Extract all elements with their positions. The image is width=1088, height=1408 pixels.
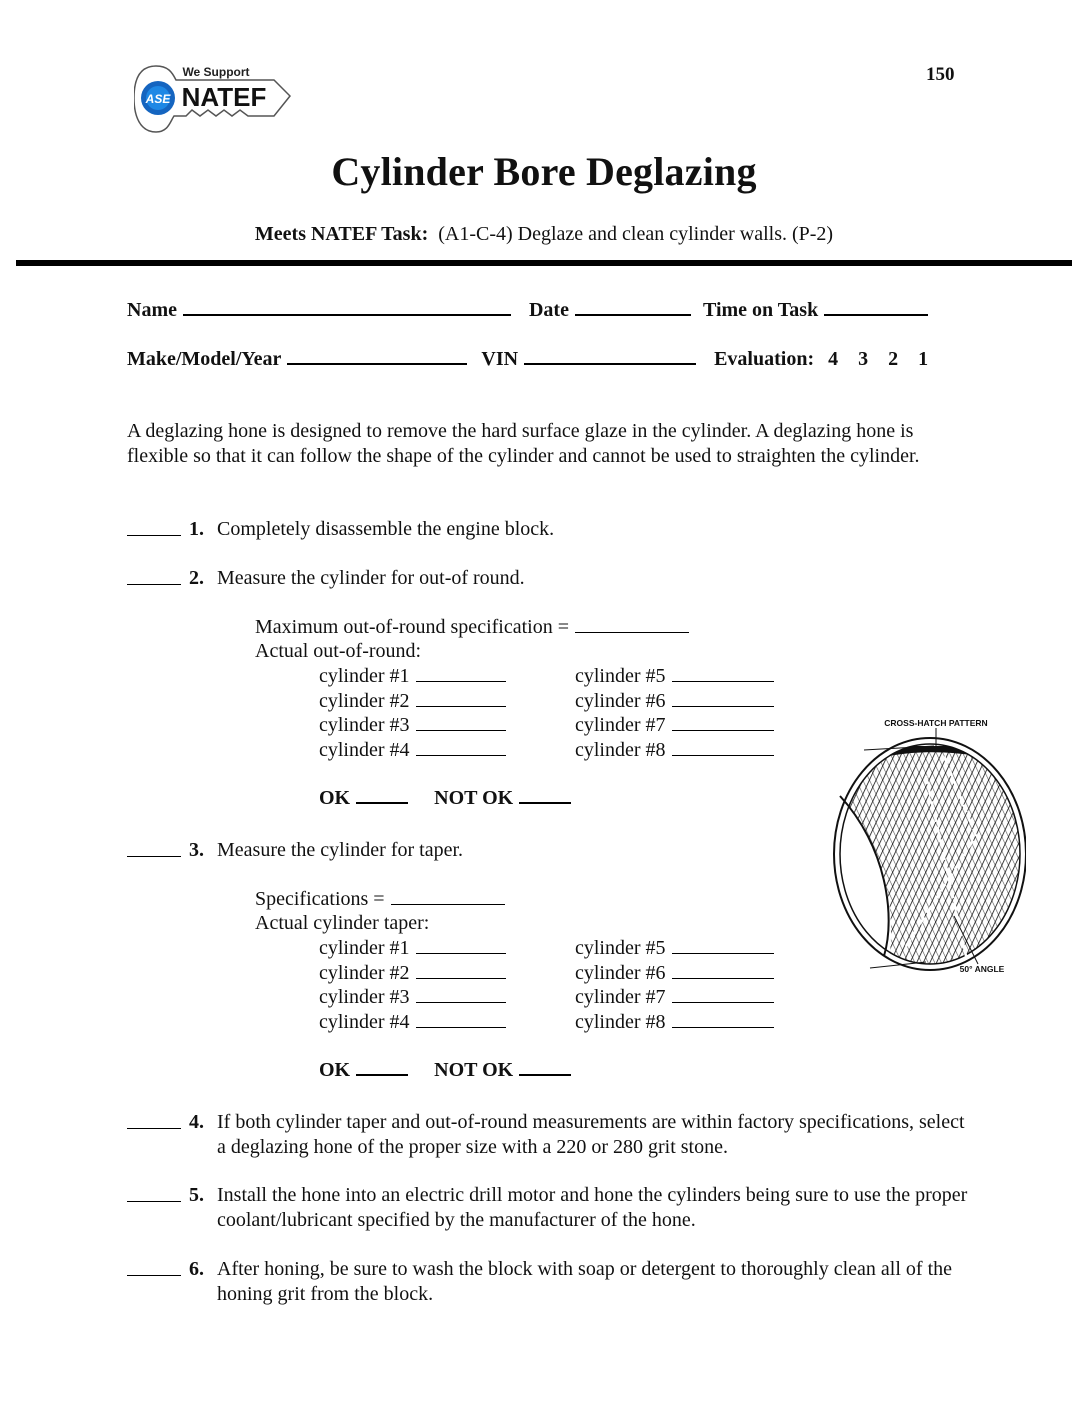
evaluation-label: Evaluation: xyxy=(714,348,815,370)
name-field[interactable] xyxy=(183,296,511,316)
taper-cyl-3-field[interactable] xyxy=(416,986,506,1003)
step-2-text: Measure the cylinder for out-of round. xyxy=(217,567,525,589)
step-6 xyxy=(127,1257,977,1306)
vin-field[interactable] xyxy=(524,345,696,365)
oor-cyl-8-label: cylinder #8 xyxy=(575,738,666,761)
step-4-text: If both cylinder taper and out-of-round measurements are within factory specifications, select a deglazing hone of the proper size with a 220 or 280 grit stone. xyxy=(217,1111,965,1158)
oor-ok-field[interactable] xyxy=(356,784,408,804)
cylinder-bore-crosshatch-icon xyxy=(826,716,1026,978)
header-divider xyxy=(16,260,1072,266)
taper-right-column xyxy=(575,936,774,1034)
angle-label: 50° ANGLE xyxy=(959,964,1005,974)
oor-cyl-2-field[interactable] xyxy=(416,690,506,707)
step-4-number: 4. xyxy=(189,1111,204,1133)
evaluation-score-1[interactable]: 1 xyxy=(918,348,929,370)
step-4 xyxy=(127,1110,977,1159)
taper-cyl-8-field[interactable] xyxy=(672,1011,774,1028)
oor-cyl-3-label: cylinder #3 xyxy=(319,714,410,736)
taper-left-column xyxy=(319,936,506,1034)
taper-cyl-2-label: cylinder #2 xyxy=(319,961,410,984)
taper-spec xyxy=(255,887,505,912)
out-of-round-right-column xyxy=(575,664,774,762)
name-label: Name xyxy=(127,299,177,321)
evaluation-score-2[interactable]: 2 xyxy=(888,348,899,370)
step-4-checkbox-line[interactable] xyxy=(127,1110,181,1129)
taper-cyl-7-label: cylinder #7 xyxy=(575,986,666,1008)
make-model-year-field[interactable] xyxy=(287,345,467,365)
evaluation-score-3[interactable]: 3 xyxy=(858,348,869,370)
cross-hatch-pattern-label: CROSS-HATCH PATTERN xyxy=(884,718,988,728)
out-of-round-spec-field[interactable] xyxy=(575,616,689,633)
step-6-text: After honing, be sure to wash the block with soap or detergent to thoroughly clean all of the honing grit from the block. xyxy=(217,1258,952,1305)
svg-text:NATEF: NATEF xyxy=(181,82,267,112)
oor-cyl-4-label: cylinder #4 xyxy=(319,738,410,761)
taper-cyl-5-field[interactable] xyxy=(672,937,774,954)
intro-paragraph: A deglazing hone is designed to remove the hard surface glaze in the cylinder. A deglazing hone is flexible so that it can follow the shape of the cylinder and cannot be used to straighten the cylinder. xyxy=(127,420,920,467)
svg-text:ASE: ASE xyxy=(145,92,171,106)
header-row-1 xyxy=(127,296,934,322)
oor-cyl-1-label: cylinder #1 xyxy=(319,665,410,687)
taper-cyl-6-field[interactable] xyxy=(672,962,774,979)
step-2-checkbox-line[interactable] xyxy=(127,566,181,585)
oor-cyl-7-label: cylinder #7 xyxy=(575,714,666,736)
make-model-year-label: Make/Model/Year xyxy=(127,348,282,370)
step-2-number: 2. xyxy=(189,567,204,589)
date-field[interactable] xyxy=(575,296,691,316)
taper-cyl-7-field[interactable] xyxy=(672,986,774,1003)
taper-not-ok-field[interactable] xyxy=(519,1056,571,1076)
natef-task-label: Meets NATEF Task: xyxy=(254,223,429,245)
natef-task-text: (A1-C-4) Deglaze and clean cylinder walls. (P-2) xyxy=(438,223,834,245)
oor-cyl-2-label: cylinder #2 xyxy=(319,689,410,712)
step-5-text: Install the hone into an electric drill motor and hone the cylinders being sure to use the proper coolant/lubricant specified by the manufacturer of the hone. xyxy=(217,1184,968,1231)
oor-not-ok-label: NOT OK xyxy=(434,787,514,809)
taper-spec-label: Specifications = xyxy=(255,888,385,910)
taper-cyl-6-label: cylinder #6 xyxy=(575,961,666,984)
cross-hatch-diagram xyxy=(826,716,1026,978)
oor-not-ok-field[interactable] xyxy=(519,784,571,804)
oor-cyl-6-label: cylinder #6 xyxy=(575,689,666,712)
step-3-number: 3. xyxy=(189,839,204,861)
out-of-round-ok-row xyxy=(319,784,577,810)
step-3-checkbox-line[interactable] xyxy=(127,838,181,857)
vin-label: VIN xyxy=(481,348,519,370)
step-1-checkbox-line[interactable] xyxy=(127,517,181,536)
time-on-task-label: Time on Task xyxy=(702,299,819,321)
oor-cyl-6-field[interactable] xyxy=(672,690,774,707)
oor-cyl-4-field[interactable] xyxy=(416,739,506,756)
header-row-2 xyxy=(127,345,928,371)
oor-cyl-5-label: cylinder #5 xyxy=(575,665,666,687)
natef-task-subtitle xyxy=(0,223,1088,246)
step-5 xyxy=(127,1183,977,1232)
step-5-checkbox-line[interactable] xyxy=(127,1183,181,1202)
svg-text:We Support: We Support xyxy=(182,65,250,79)
page-number: 150 xyxy=(926,64,955,85)
oor-ok-label: OK xyxy=(319,787,351,809)
taper-cyl-1-field[interactable] xyxy=(416,937,506,954)
taper-ok-field[interactable] xyxy=(356,1056,408,1076)
taper-cyl-2-field[interactable] xyxy=(416,962,506,979)
taper-cyl-3-label: cylinder #3 xyxy=(319,986,410,1008)
out-of-round-spec xyxy=(255,615,689,640)
actual-taper-label: Actual cylinder taper: xyxy=(255,912,430,934)
taper-spec-field[interactable] xyxy=(391,888,505,905)
oor-cyl-8-field[interactable] xyxy=(672,739,774,756)
date-label: Date xyxy=(528,299,569,321)
oor-cyl-5-field[interactable] xyxy=(672,665,774,682)
taper-ok-row xyxy=(319,1056,577,1082)
time-on-task-field[interactable] xyxy=(824,296,928,316)
taper-cyl-4-field[interactable] xyxy=(416,1011,506,1028)
step-2 xyxy=(127,566,977,591)
natef-logo xyxy=(134,58,294,138)
step-3-text: Measure the cylinder for taper. xyxy=(217,839,464,861)
oor-cyl-1-field[interactable] xyxy=(416,665,506,682)
step-1-number: 1. xyxy=(189,518,204,540)
oor-cyl-7-field[interactable] xyxy=(672,714,774,731)
key-logo-icon xyxy=(134,58,294,138)
taper-cyl-8-label: cylinder #8 xyxy=(575,1010,666,1033)
taper-ok-label: OK xyxy=(319,1059,351,1081)
taper-cyl-5-label: cylinder #5 xyxy=(575,937,666,959)
taper-not-ok-label: NOT OK xyxy=(434,1059,514,1081)
out-of-round-spec-label: Maximum out-of-round specification = xyxy=(255,616,569,638)
oor-cyl-3-field[interactable] xyxy=(416,714,506,731)
out-of-round-left-column xyxy=(319,664,506,762)
taper-cyl-4-label: cylinder #4 xyxy=(319,1010,410,1033)
taper-cyl-1-label: cylinder #1 xyxy=(319,937,410,959)
evaluation-score-4[interactable]: 4 xyxy=(828,348,839,370)
actual-out-of-round-label: Actual out-of-round: xyxy=(255,640,422,662)
step-1-text: Completely disassemble the engine block. xyxy=(217,518,555,540)
step-5-number: 5. xyxy=(189,1184,204,1206)
step-1 xyxy=(127,517,977,542)
step-6-number: 6. xyxy=(189,1258,204,1280)
page-title: Cylinder Bore Deglazing xyxy=(331,149,757,194)
step-6-checkbox-line[interactable] xyxy=(127,1257,181,1276)
